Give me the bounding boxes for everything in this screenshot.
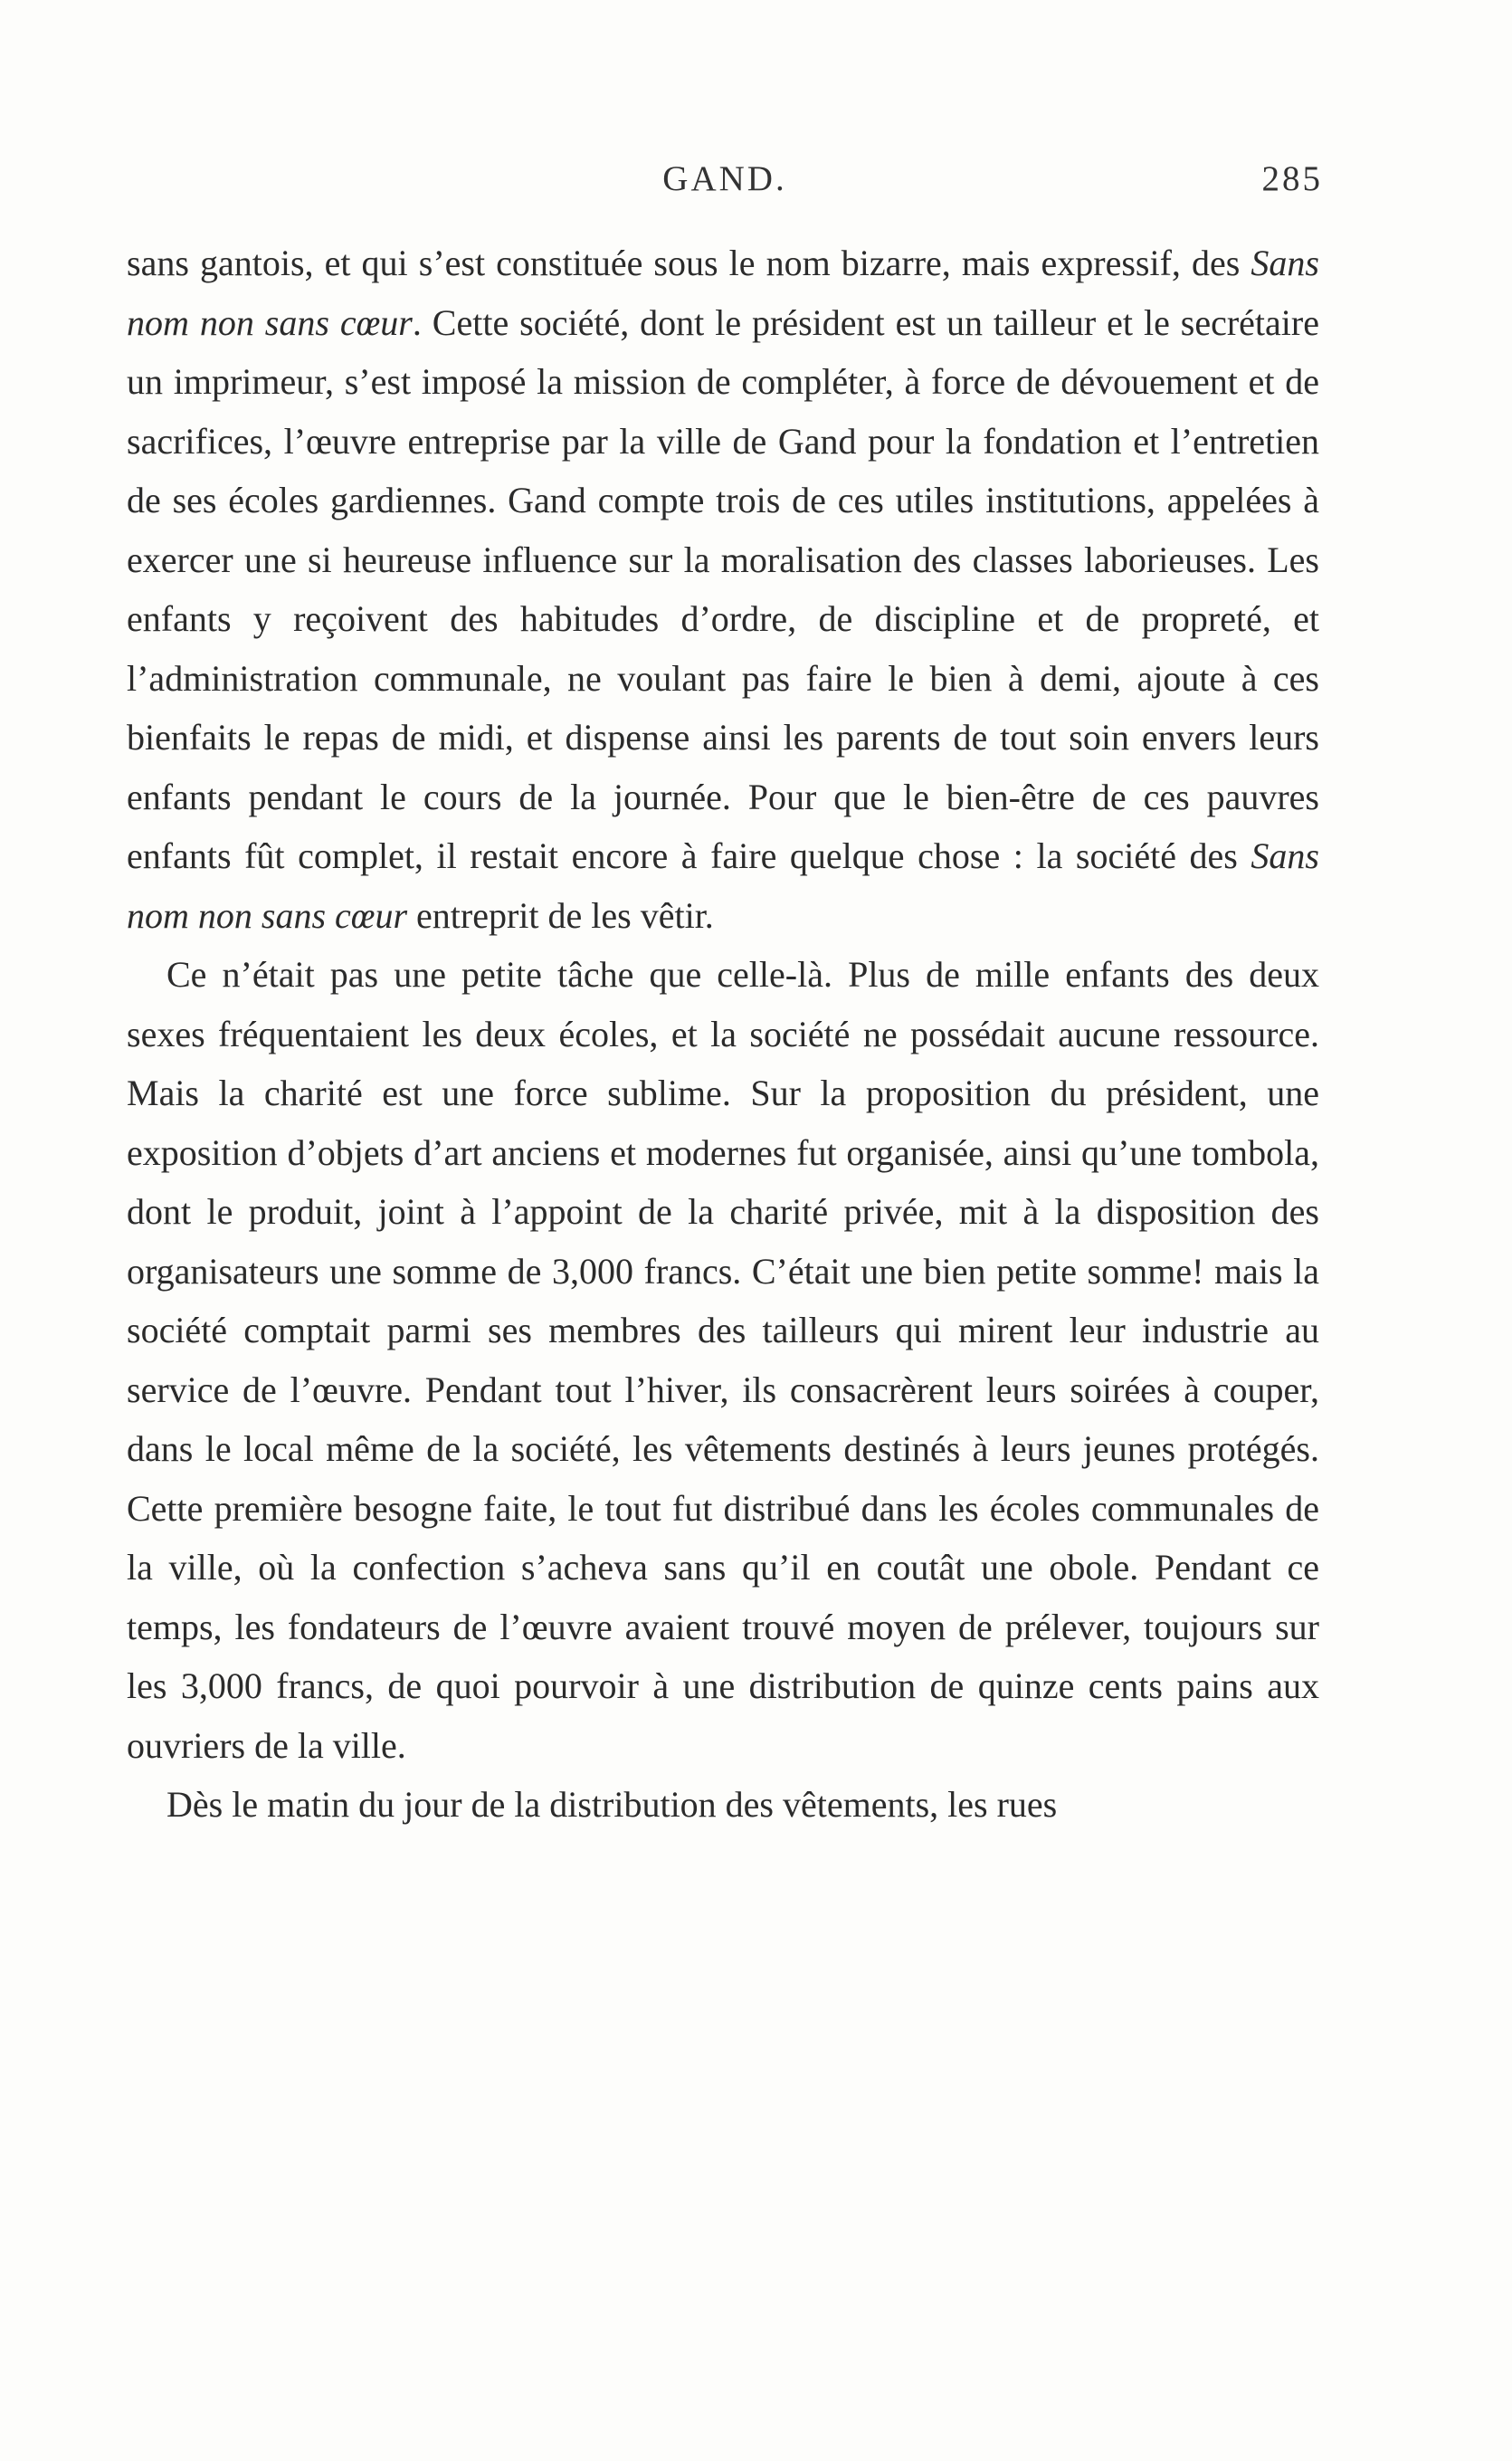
paragraph-1-part-3: entreprit de les vêtir. [407,894,714,936]
paragraph-1 [127,234,1319,945]
running-title: GAND. [662,159,787,198]
paragraph-1-part-1: sans gantois, et qui s’est constituée sous le nom bizarre, mais expressif, des [127,243,1251,283]
running-head [127,158,1323,213]
body-text [127,234,1319,1835]
paragraph-3: Dès le matin du jour de la distribution des vêtements, les rues [166,1784,1058,1825]
page-number: 285 [1261,159,1323,198]
society-name-italic: Sans nom non sans cœur [127,243,1319,343]
paragraph-1-part-2: . Cette société, dont le président est un tailleur et le secrétaire un imprimeur, s’est imposé la mission de compléter, à force de dévouement et de sacrifices, l’œuvre entreprise par la ville de Gand pour la fondation et l’entretien de ses écoles gardiennes. Gand compte trois de ces utiles institutions, appelées à exercer une si heureuse influence sur la moralisation des classes laborieuses. Les enfants y reçoivent des habitudes d’ordre, de discipline et de propreté, et l’administration communale, ne voulant pas faire le bien à demi, ajoute à ces bienfaits le repas de midi, et dispense ainsi les parents de tout soin envers leurs enfants pendant le cours de la journée. Pour que le bien-être de ces pauvres enfants fût complet, il restait encore à faire quelque chose : la société des [127,301,1319,876]
paragraph-2: Ce n’était pas une petite tâche que celle-là. Plus de mille enfants des deux sexes fréquentaient les deux écoles, et la société ne possédait aucune ressource. Mais la charité est une force sublime. Sur la proposition du président, une exposition d’objets d’art anciens et modernes fut organisée, ainsi qu’une tombola, dont le produit, joint à l’appoint de la charité privée, mit à la disposition des organisateurs une somme de 3,000 francs. C’était une bien petite somme! mais la société comptait parmi ses membres des tailleurs qui mirent leur industrie au service de l’œuvre. Pendant tout l’hiver, ils consacrèrent leurs soirées à couper, dans le local même de la société, les vêtements destinés à leurs jeunes protégés. Cette première besogne faite, le tout fut distribué dans les écoles communales de la ville, où la confection s’acheva sans qu’il en coutât une obole. Pendant ce temps, les fondateurs de l’œuvre avaient trouvé moyen de prélever, toujours sur les 3,000 francs, de quoi pourvoir à une distribution de quinze cents pains aux ouvriers de la ville. [127,954,1319,1766]
society-name-italic-2: Sans nom non sans cœur [127,835,1319,936]
